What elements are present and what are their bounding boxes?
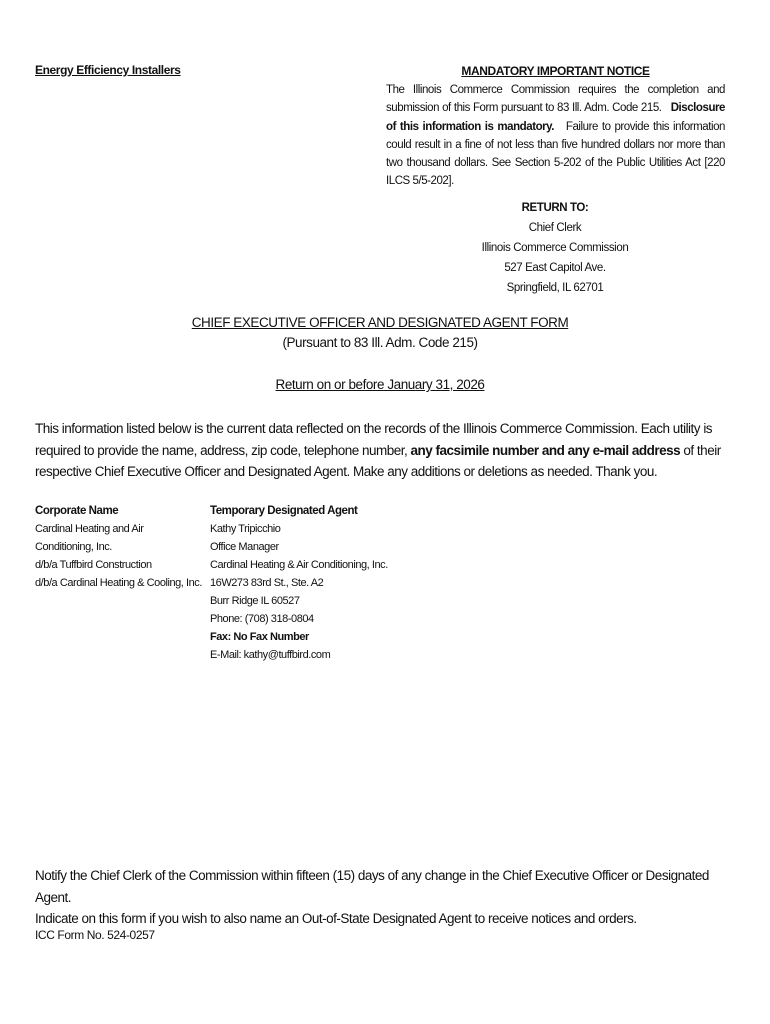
form-heading	[0, 313, 760, 353]
agent-city: Burr Ridge IL 60527	[210, 595, 300, 607]
notice-body	[386, 81, 725, 191]
agent-phone: Phone: (708) 318-0804	[210, 613, 314, 625]
intro-text-2: of their respective Chief Executive Officer and Designated Agent. Make any additions or deletions as needed. Thank you.	[35, 442, 721, 479]
notice-text-2: Failure to provide this information could result in a fine of not less than five hundred dollars nor more than two thousand dollars. See Section 5-202 of the Public Utilities Act [220 ILCS 5/5-202].	[386, 120, 725, 188]
corporate-name-line: d/b/a Cardinal Heating & Cooling, Inc.	[35, 577, 202, 589]
agent-email: E-Mail: kathy@tuffbird.com	[210, 649, 331, 661]
return-to-title: RETURN TO:	[521, 202, 589, 214]
return-to-line: Chief Clerk	[528, 222, 582, 234]
form-number: ICC Form No. 524-0257	[35, 928, 155, 942]
notice-title: MANDATORY IMPORTANT NOTICE	[461, 64, 650, 78]
return-to-line: Springfield, IL 62701	[506, 282, 604, 294]
notice-text-bold: Disclosure of this information is mandatory.	[386, 102, 725, 133]
agent-street: 16W273 83rd St., Ste. A2	[210, 577, 324, 589]
agent-title: Temporary Designated Agent	[210, 505, 358, 517]
return-to-line: 527 East Capitol Ave.	[504, 262, 606, 274]
corporate-name-line: d/b/a Tuffbird Construction	[35, 559, 152, 571]
return-to-block	[440, 198, 670, 298]
corporate-name-title: Corporate Name	[35, 505, 119, 517]
form-title: CHIEF EXECUTIVE OFFICER AND DESIGNATED AGENT FORM	[191, 315, 569, 330]
footer-line: Notify the Chief Clerk of the Commission within fifteen (15) days of any change in the Chief Executive Officer or Designated Agent.	[35, 868, 709, 905]
intro-paragraph	[35, 418, 727, 483]
agent-fax: Fax: No Fax Number	[210, 631, 309, 643]
agent-company: Cardinal Heating & Air Conditioning, Inc.	[210, 559, 388, 571]
notice-text-1: The Illinois Commerce Commission requires the completion and submission of this Form pursuant to 83 Ill. Adm. Code 215.	[386, 84, 725, 115]
agent-name: Kathy Tripicchio	[210, 523, 281, 535]
mandatory-notice	[386, 63, 725, 191]
intro-text-1: This information listed below is the current data reflected on the records of the Illinois Commerce Commission. Each utility is required to provide the name, address, zip code, telephone number,	[35, 421, 713, 458]
agent-role: Office Manager	[210, 541, 279, 553]
footer-notes	[35, 865, 735, 930]
corporate-name-column	[35, 502, 202, 592]
designated-agent-column	[210, 502, 410, 664]
form-subtitle: (Pursuant to 83 Ill. Adm. Code 215)	[282, 335, 478, 350]
footer-line: Indicate on this form if you wish to also name an Out-of-State Designated Agent to receive notices and orders.	[35, 911, 637, 926]
corporate-name-line: Cardinal Heating and Air Conditioning, Inc.	[35, 523, 144, 553]
return-deadline: Return on or before January 31, 2026	[275, 377, 485, 392]
return-to-line: Illinois Commerce Commission	[481, 242, 629, 254]
category-label: Energy Efficiency Installers	[35, 63, 181, 77]
intro-text-bold: any facsimile number and any e-mail address	[410, 442, 681, 458]
